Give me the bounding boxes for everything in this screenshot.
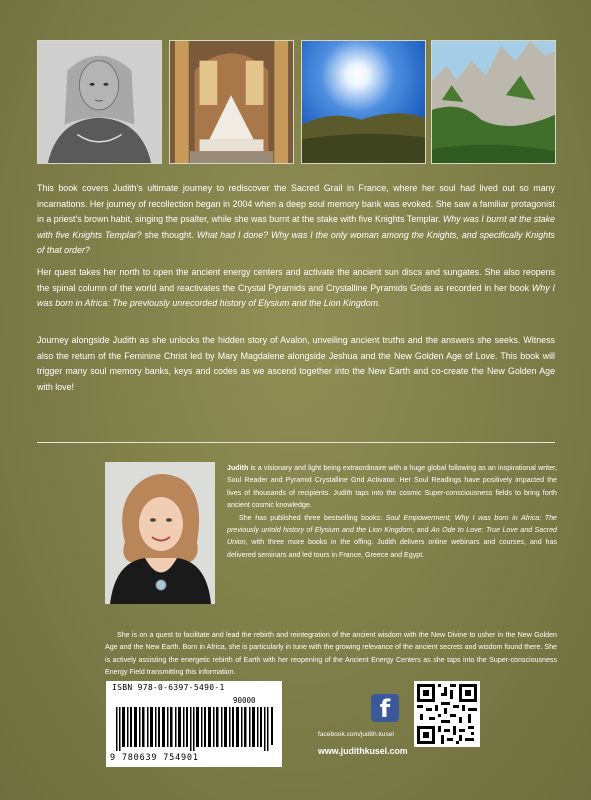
synopsis-paragraph-2 bbox=[37, 265, 555, 312]
rocky-cliffs-image bbox=[431, 40, 556, 164]
synopsis-italic-question: Why was I burnt at the stake with five Knights Templar? bbox=[37, 214, 555, 240]
barcode-bars bbox=[116, 707, 276, 751]
isbn-barcode bbox=[106, 681, 282, 767]
synopsis-paragraph-3 bbox=[37, 333, 555, 395]
synopsis-italic-question: What had I done? Why was I the only woman among the Knights, and specifically Knights of that order? bbox=[37, 229, 555, 256]
photo-strip bbox=[37, 40, 553, 164]
facebook-url: facebook.com/judith.kusel bbox=[318, 731, 394, 738]
book-title: An Ode to Love: True Love and Sacred Union, bbox=[227, 526, 558, 547]
facebook-icon: f bbox=[371, 694, 399, 722]
bio-text: She is on a quest to facilitate and lead the rebirth and reintegration of the ancient wisdom with the New Divine to usher in the New Golden Age and the New Earth. Born in Africa, she is particularly in tune with the growing relevance of the ancient secrets and wisdom found there. She is actively assisting the energetic rebirth of Earth with her reopening of the Ancient Energy Centers as she taps into the Super-consciousness Energy Field transmitting this information. bbox=[105, 631, 557, 677]
synopsis-text: This book covers Judith's ultimate journey to rediscover the Sacred Grail in France, where her soul had lived out so many incarnations. Her journey of recollection began in 2004 when a deep soul memory bank was evoked. She saw a familiar protagonist in a priest's brown habit, singing the psalter, while she was burnt at the stake with five Knights Templar. bbox=[37, 183, 555, 225]
synopsis-text: Journey alongside Judith as she unlocks the hidden story of Avalon, unveiling ancient truths and the answers she seeks. Witness also the return of the Feminine Christ led by Mary Magdalene alongside Jeshua and the New Golden Age of Love. This book will trigger many soul memory banks, keys and codes as we ascend together into the New Earth and co-create the New Golden Age with love! bbox=[37, 335, 555, 392]
author-bio-continued bbox=[105, 629, 557, 679]
author-bio bbox=[227, 462, 557, 561]
portrait-engraving-image bbox=[37, 40, 162, 164]
section-divider bbox=[37, 442, 555, 443]
bio-text: She has published three bestselling books: bbox=[239, 513, 386, 522]
bio-text: is a visionary and light being extraordinaire with a huge global following as an inspirational writer, Soul Reader and Pyramid Crystalline Grid Activator. Her Soul Readings have positively impacted the lives of thousands of recipients. Judith taps into the cosmic Super-consciousness fields to bring forth ancient cosmic knowledge. bbox=[227, 464, 557, 510]
isbn-number: ISBN 978-0-6397-5490-1 bbox=[112, 683, 225, 692]
qr-code-icon bbox=[414, 681, 480, 747]
sun-sky-landscape-image bbox=[301, 40, 426, 164]
author-name: Judith bbox=[227, 464, 249, 472]
website-url: www.judithkusel.com bbox=[318, 746, 408, 756]
book-title-reference: Why I was born in Africa: The previously unrecorded history of Elysium and the Lion Kingdom. bbox=[37, 282, 555, 309]
ean-digits: 9 780639 754901 bbox=[110, 753, 199, 763]
synopsis-paragraph-1 bbox=[37, 181, 555, 259]
bio-text: with three more books in the offing. Judith delivers online webinars and courses, and has delivered seminars and led tours in France, Greece and Egypt. bbox=[227, 538, 557, 559]
cathedral-altar-image bbox=[169, 40, 294, 164]
synopsis-text: Her quest takes her north to open the ancient energy centers and activate the ancient sun discs and sungates. She also reopens the spinal column of the world and reactivates the Crystal Pyramids and Crystalline Pyramids Grids as recorded in her book bbox=[37, 267, 555, 293]
bio-text: and bbox=[414, 526, 431, 535]
author-photo bbox=[105, 462, 215, 604]
synopsis-text: she thought. bbox=[141, 229, 197, 240]
price-code: 90000 bbox=[233, 696, 256, 705]
book-titles: Soul Empowerment; Why I was born in Africa: The previously untold history of Elysium and the Lion Kingdom; bbox=[227, 513, 557, 535]
